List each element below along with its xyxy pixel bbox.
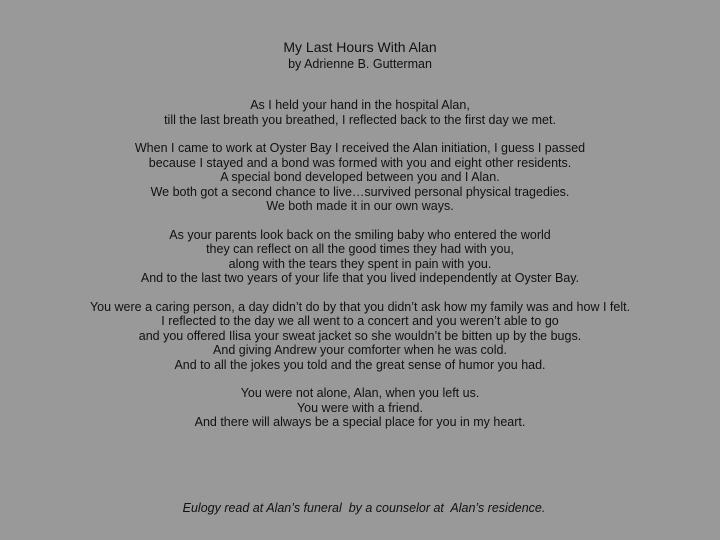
stanza-3 [0, 228, 720, 286]
stanza-1 [0, 98, 720, 127]
poem-line: You were with a friend. [296, 400, 423, 415]
poem-body [0, 98, 720, 444]
stanza-2 [0, 141, 720, 214]
poem-line: along with the tears they spent in pain with you. [228, 256, 492, 271]
poem-byline: by Adrienne B. Gutterman [288, 57, 432, 71]
poem-line: they can reflect on all the good times they had with you, [206, 242, 514, 256]
poem-line: As your parents look back on the smiling baby who entered the world [169, 227, 551, 242]
stanza-4 [0, 300, 720, 373]
poem-line: And there will always be a special place for you in my heart. [194, 415, 526, 429]
poem-line: You were not alone, Alan, when you left us. [240, 386, 480, 400]
poem-line: till the last breath you breathed, I reflected back to the first day we met. [164, 112, 556, 127]
poem-line: because I stayed and a bond was formed with you and eight other residents. [148, 155, 572, 170]
eulogy-caption: Eulogy read at Alan’s funeral by a counselor at Alan’s residence. [182, 501, 546, 515]
poem-line: and you offered Ilisa your sweat jacket so she wouldn’t be bitten up by the bugs. [138, 328, 582, 343]
stanza-5 [0, 386, 720, 430]
poem-line: As I held your hand in the hospital Alan, [250, 98, 470, 112]
poem-line: And to all the jokes you told and the great sense of humor you had. [174, 357, 546, 372]
poem-line: And to the last two years of your life that you lived independently at Oyster Bay. [140, 271, 580, 285]
poem-line: You were a caring person, a day didn’t do by that you didn’t ask how my family was and how I felt. [89, 299, 631, 314]
poem-line: I reflected to the day we all went to a concert and you weren’t able to go [161, 314, 559, 328]
poem-line: And giving Andrew your comforter when he was cold. [213, 343, 507, 357]
poem-line: When I came to work at Oyster Bay I received the Alan initiation, I guess I passed [134, 141, 586, 155]
poem-line: We both got a second chance to live…survived personal physical tragedies. [150, 184, 570, 199]
poem-line: A special bond developed between you and I Alan. [220, 170, 500, 184]
poem-title: My Last Hours With Alan [283, 39, 437, 55]
poem-line: We both made it in our own ways. [266, 199, 454, 213]
